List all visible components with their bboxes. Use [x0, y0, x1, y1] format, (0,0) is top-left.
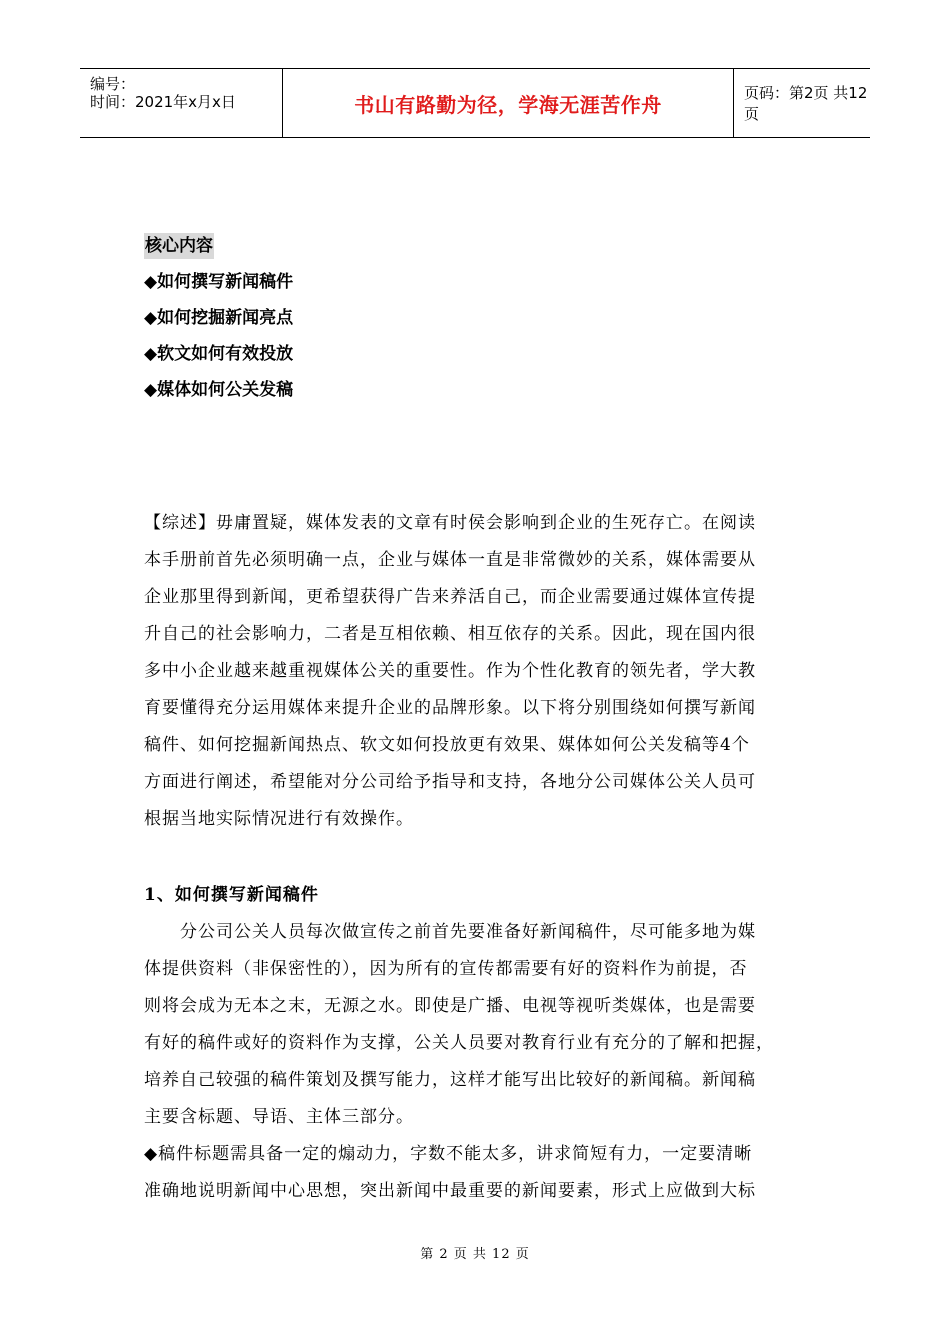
page-info: 页码：第2页 共12页 — [744, 84, 868, 123]
core-content-list — [144, 233, 293, 413]
core-item: ◆软文如何有效投放 — [144, 344, 294, 364]
text-line: 培养自己较强的稿件策划及撰写能力，这样才能写出比较好的新闻稿。新闻稿 — [144, 1070, 756, 1090]
text-line: 则将会成为无本之末，无源之水。即使是广播、电视等视听类媒体，也是需要 — [144, 996, 756, 1016]
text-line: 分公司公关人员每次做宣传之前首先要准备好新闻稿件，尽可能多地为媒 — [180, 922, 756, 942]
page-footer: 第 2 页 共 12 页 — [420, 1247, 530, 1262]
text-line: 升自己的社会影响力，二者是互相依赖、相互依存的关系。因此，现在国内很 — [144, 624, 756, 644]
core-content-title: 核心内容 — [144, 233, 214, 259]
section-heading: 1、如何撰写新闻稿件 — [144, 885, 319, 905]
text-line: 准确地说明新闻中心思想，突出新闻中最重要的新闻要素，形式上应做到大标 — [144, 1181, 756, 1201]
text-line: ◆稿件标题需具备一定的煽动力，字数不能太多，讲求简短有力，一定要清晰 — [144, 1144, 753, 1164]
text-line: 有好的稿件或好的资料作为支撑，公关人员要对教育行业有充分的了解和把握， — [144, 1033, 774, 1053]
text-line: 企业那里得到新闻，更希望获得广告来养活自己，而企业需要通过媒体宣传提 — [144, 587, 756, 607]
text-line: 方面进行阐述，希望能对分公司给予指导和支持，各地分公司媒体公关人员可 — [144, 772, 756, 792]
text-line: 多中小企业越来越重视媒体公关的重要性。作为个性化教育的领先者，学大教 — [144, 661, 756, 681]
text-line: 稿件、如何挖掘新闻热点、软文如何投放更有效果、媒体如何公关发稿等4个 — [144, 735, 750, 755]
date-label: 时间：2021年x月x日 — [90, 93, 236, 111]
header-meta-cell — [80, 69, 283, 137]
number-label: 编号： — [90, 75, 136, 93]
section-1 — [144, 877, 808, 1210]
core-item: ◆如何撰写新闻稿件 — [144, 272, 294, 292]
text-line: 体提供资料（非保密性的），因为所有的宣传都需要有好的资料作为前提，否 — [144, 959, 748, 979]
core-item: ◆如何挖掘新闻亮点 — [144, 308, 294, 328]
motto: 书山有路勤为径，学海无涯苦作舟 — [283, 69, 734, 137]
core-item: ◆媒体如何公关发稿 — [144, 380, 294, 400]
header-table — [80, 68, 870, 138]
text-line: 根据当地实际情况进行有效操作。 — [144, 809, 414, 829]
text-line: 主要含标题、导语、主体三部分。 — [144, 1107, 414, 1127]
text-line: 【综述】毋庸置疑，媒体发表的文章有时侯会影响到企业的生死存亡。在阅读 — [144, 513, 756, 533]
overview-paragraph — [144, 505, 808, 838]
text-line: 本手册前首先必须明确一点，企业与媒体一直是非常微妙的关系，媒体需要从 — [144, 550, 756, 570]
text-line: 育要懂得充分运用媒体来提升企业的品牌形象。以下将分别围绕如何撰写新闻 — [144, 698, 756, 718]
